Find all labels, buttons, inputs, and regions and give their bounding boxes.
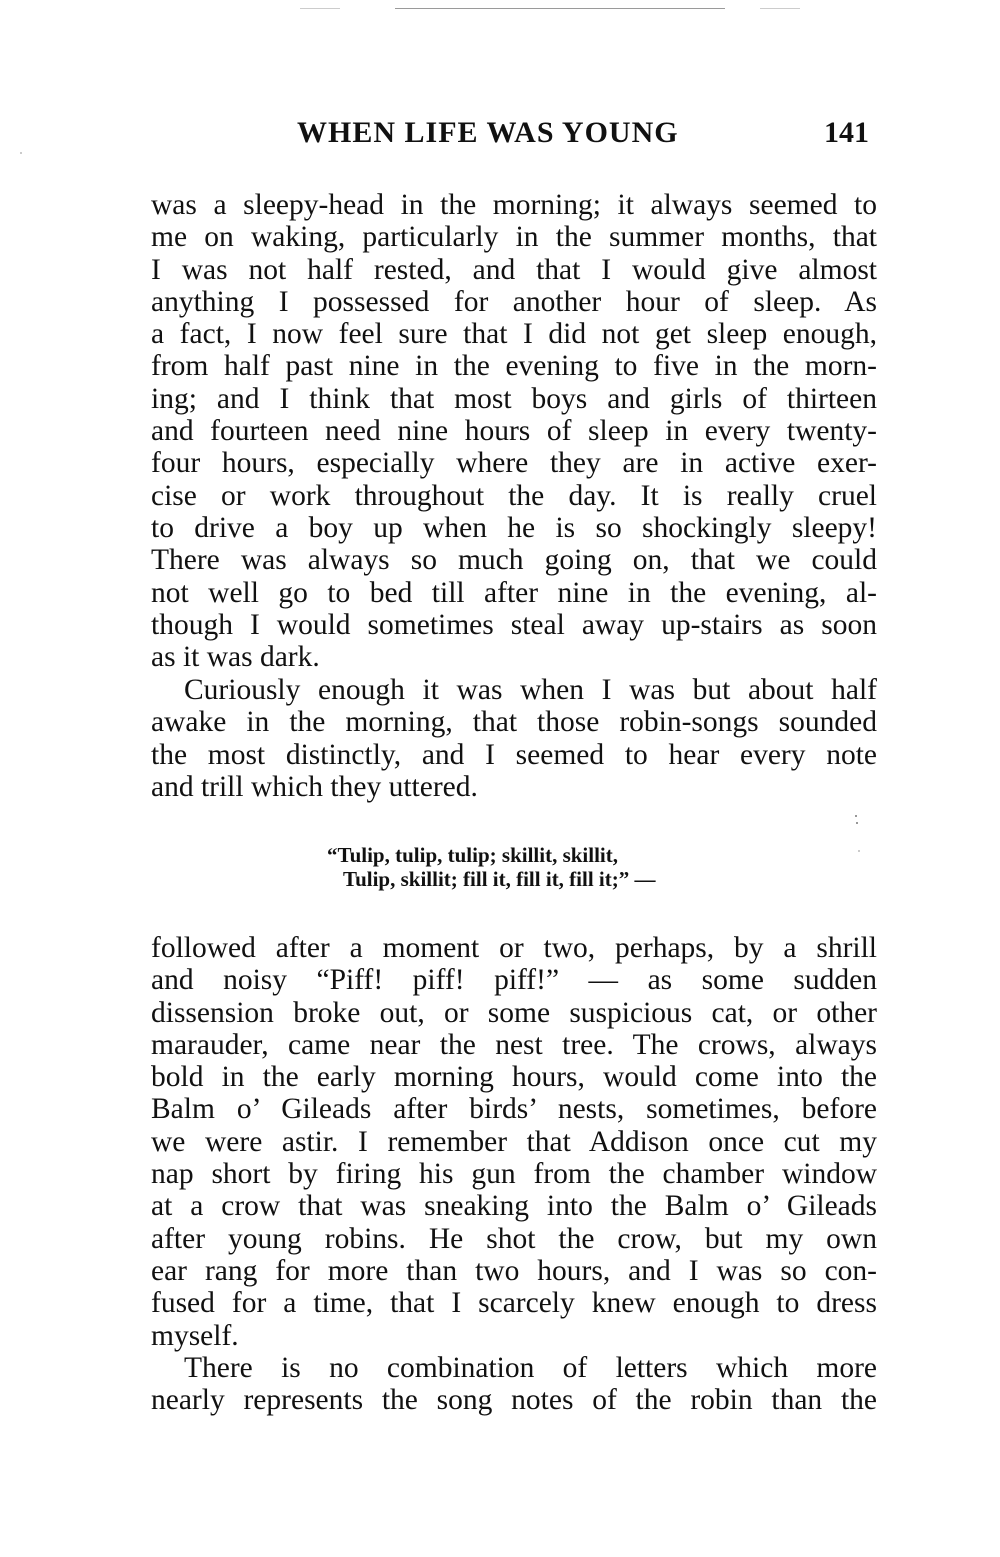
text-line: marauder, came near the nest tree. The crows, always bbox=[151, 1028, 877, 1061]
text-line: ing; and I think that most boys and girls of thirteen bbox=[151, 382, 877, 415]
text-line: a fact, I now feel sure that I did not get sleep enough, bbox=[151, 318, 877, 351]
text-line: four hours, especially where they are in active exer- bbox=[151, 447, 877, 480]
text-line: There was always so much going on, that we could bbox=[151, 544, 877, 577]
text-line: and fourteen need nine hours of sleep in every twenty- bbox=[151, 415, 877, 448]
verse-quotation bbox=[327, 843, 747, 891]
text-line: Curiously enough it was when I was but about half bbox=[184, 674, 877, 706]
text-line: awake in the morning, that those robin-songs sounded bbox=[151, 706, 877, 739]
page-number: 141 bbox=[824, 116, 869, 149]
text-line: nap short by firing his gun from the chamber window bbox=[151, 1158, 877, 1191]
text-line: bold in the early morning hours, would come into the bbox=[151, 1061, 877, 1094]
running-title: WHEN LIFE WAS YOUNG bbox=[297, 116, 679, 149]
text-line: though I would sometimes steal away up-stairs as soon bbox=[151, 608, 877, 641]
text-line: and trill which they uttered. bbox=[151, 770, 478, 803]
scan-artifact bbox=[760, 8, 800, 9]
text-line: ear rang for more than two hours, and I was so con- bbox=[151, 1254, 877, 1287]
verse-line: “Tulip, tulip, tulip; skillit, skillit, bbox=[327, 843, 619, 867]
text-line: nearly represents the song notes of the robin than the bbox=[151, 1384, 877, 1417]
text-line: There is no combination of letters which more bbox=[184, 1352, 877, 1384]
paragraph-3 bbox=[151, 932, 877, 1352]
text-line: not well go to bed till after nine in the evening, al- bbox=[151, 576, 877, 609]
text-line: the most distinctly, and I seemed to hear every note bbox=[151, 738, 877, 771]
scan-artifact bbox=[300, 8, 340, 9]
scan-speck bbox=[858, 850, 860, 852]
scan-speck bbox=[20, 152, 22, 154]
scan-speck bbox=[855, 815, 857, 817]
text-line: as it was dark. bbox=[151, 641, 320, 674]
text-line: we were astir. I remember that Addison once cut my bbox=[151, 1125, 877, 1158]
text-line: to drive a boy up when he is so shockingly sleepy! bbox=[151, 511, 877, 544]
paragraph-4 bbox=[151, 1352, 877, 1417]
scan-artifact bbox=[395, 8, 725, 9]
text-line: Balm o’ Gileads after birds’ nests, sometimes, before bbox=[151, 1093, 877, 1126]
text-line: from half past nine in the evening to five in the morn- bbox=[151, 350, 877, 383]
page-header bbox=[297, 116, 877, 152]
text-line: I was not half rested, and that I would give almost bbox=[151, 253, 877, 286]
text-line: me on waking, particularly in the summer months, that bbox=[151, 221, 877, 254]
text-line: cise or work throughout the day. It is really cruel bbox=[151, 479, 877, 512]
paragraph-1 bbox=[151, 189, 877, 673]
text-line: anything I possessed for another hour of sleep. As bbox=[151, 285, 877, 318]
text-line: followed after a moment or two, perhaps, by a shrill bbox=[151, 932, 877, 964]
text-line: after young robins. He shot the crow, but my own bbox=[151, 1222, 877, 1255]
text-line: was a sleepy-head in the morning; it always seemed to bbox=[151, 189, 877, 221]
text-line: fused for a time, that I scarcely knew enough to dress bbox=[151, 1287, 877, 1320]
text-line: myself. bbox=[151, 1319, 239, 1352]
text-line: dissension broke out, or some suspicious cat, or other bbox=[151, 996, 877, 1029]
paragraph-2 bbox=[151, 674, 877, 803]
text-line: and noisy “Piff! piff! piff!” — as some sudden bbox=[151, 964, 877, 997]
text-line: at a crow that was sneaking into the Balm o’ Gileads bbox=[151, 1190, 877, 1223]
verse-line: Tulip, skillit; fill it, fill it, fill it;” — bbox=[343, 867, 656, 891]
scan-speck bbox=[856, 822, 858, 824]
